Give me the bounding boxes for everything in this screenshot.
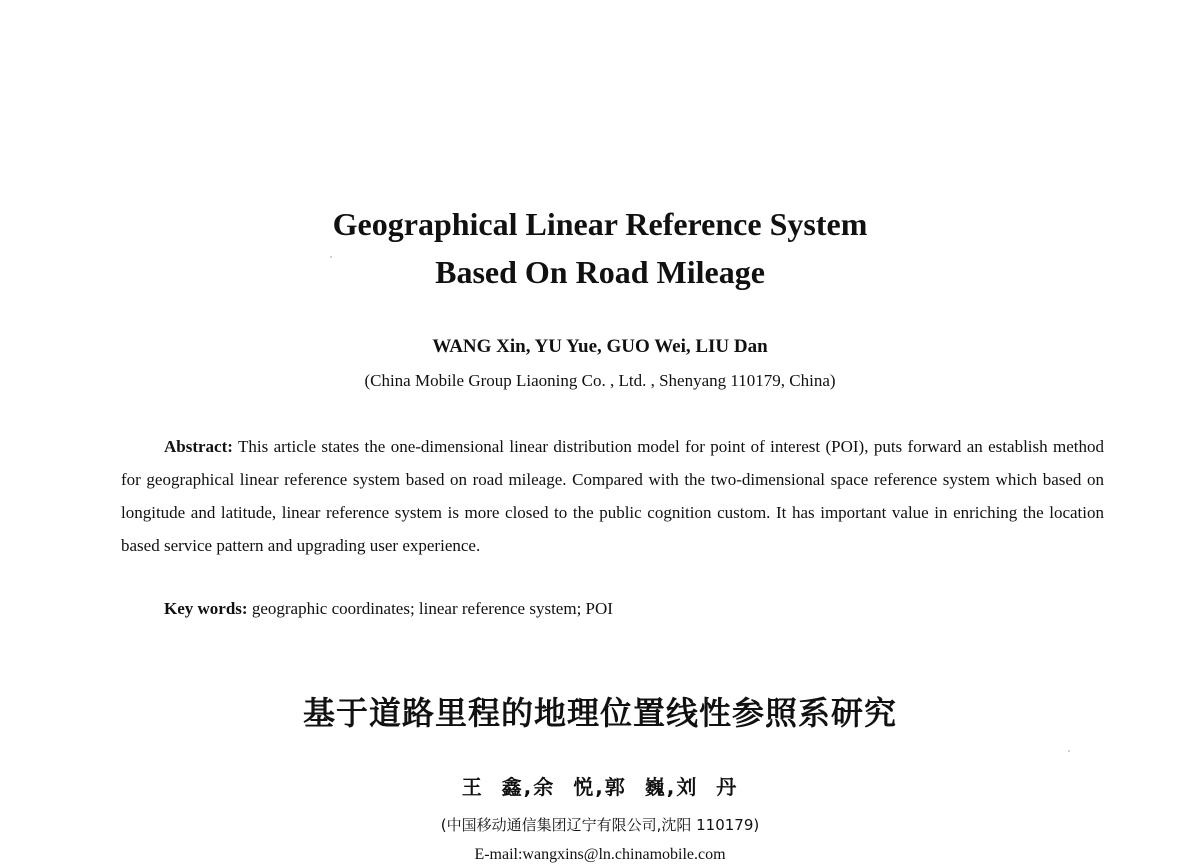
scan-speck — [330, 256, 332, 258]
abstract-paragraph — [121, 430, 1104, 562]
chinese-authors: 王 鑫,余 悦,郭 巍,刘 丹 — [461, 775, 739, 799]
keywords-text: geographic coordinates; linear reference system; POI — [247, 599, 613, 618]
english-authors: WANG Xin, YU Yue, GUO Wei, LIU Dan — [432, 336, 768, 357]
abstract-text: This article states the one-dimensional linear distribution model for point of interest (POI), puts forward an establish method for geographical linear reference system based on road mileage. Compared with the two-dimensional space reference system which based on longitude and latitude, linear reference system is more closed to the public cognition custom. It has important value in enriching the location based service pattern and upgrading user experience. — [121, 437, 1104, 555]
english-title-line-2: Based On Road Mileage — [435, 254, 765, 290]
chinese-title: 基于道路里程的地理位置线性参照系研究 — [302, 694, 897, 732]
english-affiliation: (China Mobile Group Liaoning Co. , Ltd. , Shenyang 110179, China) — [364, 371, 836, 390]
chinese-affiliation: (中国移动通信集团辽宁有限公司,沈阳 110179) — [440, 816, 760, 834]
keywords-label: Key words: — [164, 599, 248, 618]
english-title-line-1: Geographical Linear Reference System — [332, 206, 868, 242]
keywords-line — [164, 594, 1104, 624]
chinese-email: E-mail:wangxins@ln.chinamobile.com — [474, 846, 726, 863]
abstract-label: Abstract: — [164, 437, 233, 456]
scan-speck — [1068, 750, 1070, 752]
